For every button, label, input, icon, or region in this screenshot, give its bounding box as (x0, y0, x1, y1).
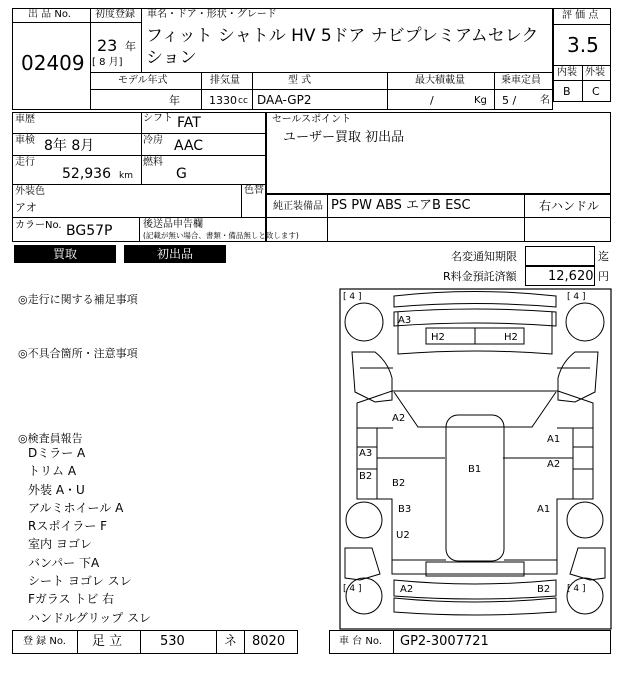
capacity-unit: 名 (540, 95, 550, 106)
damage-label: H2 (504, 332, 518, 343)
reg-area: 足 立 (92, 634, 123, 649)
interior-label: 内装 (557, 67, 577, 78)
exterior-label: 外装 (585, 67, 605, 78)
shift-value: FAT (177, 115, 201, 131)
fuel-value: G (176, 166, 187, 182)
name-change-label: 名変通知期限 (451, 250, 517, 263)
first-reg-label: 初度登録 (95, 9, 135, 20)
ac-label: 冷房 (143, 135, 163, 146)
displacement: 1330 (209, 94, 237, 107)
inspector-note: Fガラス トビ 右 (28, 592, 115, 607)
chassis-value: GP2-3007721 (400, 634, 489, 649)
damage-label: U2 (396, 530, 410, 541)
first-reg-month: [ 8 月] (92, 57, 123, 68)
inspector-note: アルミホイール A (28, 500, 124, 515)
tire-mark: [ 4 ] (567, 584, 586, 594)
interior-grade: B (563, 85, 571, 98)
grade-label: 評 価 点 (562, 10, 599, 21)
max-load-label: 最大積載量 (415, 75, 465, 86)
exterior-grade: C (592, 85, 600, 98)
recycle-value: 12,620 (548, 269, 594, 284)
max-load: / (430, 94, 434, 107)
inspector-label: ◎検査員報告 (18, 432, 83, 445)
reg-number: 8020 (252, 634, 286, 649)
damage-label: B2 (359, 471, 373, 482)
inspector-note: トリム A (28, 464, 77, 479)
damage-label: B2 (537, 584, 551, 595)
recycle-unit: 円 (598, 270, 609, 283)
max-load-unit: Kg (474, 95, 487, 106)
tag-first: 初出品 (124, 245, 226, 263)
reg-class: 530 (160, 634, 185, 649)
damage-label: A2 (392, 413, 406, 424)
lot-number: 02409 (21, 51, 85, 75)
driving-notes-label: ◎走行に関する補足事項 (18, 293, 138, 306)
damage-label: B1 (468, 464, 482, 475)
sales-point-label: セールスポイント (272, 114, 352, 125)
shift-label: シフト (143, 113, 173, 124)
inspector-note: ハンドルグリップ スレ (28, 610, 152, 625)
year-unit: 年 (125, 40, 136, 53)
inspection-label: 車検 (15, 135, 35, 146)
fuel-label: 燃料 (143, 157, 163, 168)
color-change-label: 色替 (244, 185, 264, 196)
damage-label: A3 (398, 315, 412, 326)
damage-label: A3 (359, 448, 373, 459)
equipment-label: 純正装備品 (273, 201, 323, 212)
car-name-label: 車名・ドア・形状・グレード (147, 9, 277, 20)
equipment-items: PS PW ABS エアB ESC (331, 198, 471, 213)
mileage-unit: km (119, 171, 133, 181)
chassis-label: 車 台 No. (339, 636, 382, 647)
type-label: 型 式 (288, 75, 312, 86)
color-no-label: カラーNo. (15, 220, 62, 231)
history-label: 車歴 (15, 114, 35, 125)
inspector-note: バンパー 下A (28, 555, 100, 570)
capacity: 5 / (502, 94, 517, 107)
tire-mark: [ 4 ] (343, 584, 362, 594)
displacement-unit: cc (238, 96, 248, 106)
damage-label: A1 (537, 504, 551, 515)
inspector-note: 室内 ヨゴレ (28, 537, 92, 552)
inspector-note: Dミラー A (28, 446, 86, 460)
damage-label: H2 (431, 332, 445, 343)
grade-value: 3.5 (567, 33, 599, 57)
lot-label: 出 品 No. (28, 9, 71, 20)
first-reg-year: 23 (97, 36, 118, 55)
damage-label: A2 (400, 584, 414, 595)
tire-mark: [ 4 ] (567, 292, 586, 302)
ext-color-value: アオ (15, 201, 37, 214)
type: DAA-GP2 (257, 93, 312, 107)
inspector-note: 外装 A・U (28, 482, 85, 497)
damage-label: A2 (547, 459, 561, 470)
inspector-note: Rスポイラー F (28, 519, 108, 534)
model-year-unit: 年 (169, 94, 180, 107)
sales-point-text: ユーザー買取 初出品 (283, 130, 405, 145)
ext-color-label: 外装色 (15, 186, 45, 197)
name-change-unit: 迄 (598, 250, 609, 263)
ac-value: AAC (174, 138, 204, 154)
damage-label: B2 (392, 478, 406, 489)
steering-value: 右ハンドル (539, 199, 600, 213)
docs-note: (記載が無い場合、書類・備品無しと致します) (143, 231, 299, 240)
tag-buy: 買取 (14, 245, 116, 263)
defects-label: ◎不具合箇所・注意事項 (18, 347, 138, 360)
tire-mark: [ 4 ] (343, 292, 362, 302)
damage-label: A1 (547, 434, 561, 445)
damage-label: B3 (398, 504, 412, 515)
inspection-value: 8年 8月 (44, 138, 95, 154)
model-year-label: モデル年式 (118, 75, 168, 86)
mileage-value: 52,936 (62, 166, 111, 182)
reg-label: 登 録 No. (23, 636, 66, 647)
displacement-label: 排気量 (210, 75, 240, 86)
color-no-value: BG57P (66, 223, 113, 239)
car-name: フィット シャトル HV 5ドア ナビプレミアムセレクション (146, 26, 539, 68)
docs-label: 後送品申告欄 (143, 219, 203, 230)
inspector-note: シート ヨゴレ スレ (28, 574, 132, 589)
mileage-label: 走行 (15, 157, 35, 168)
reg-kana: ネ (224, 634, 238, 649)
recycle-label: R料金預託済額 (443, 270, 517, 283)
capacity-label: 乗車定員 (501, 75, 541, 86)
